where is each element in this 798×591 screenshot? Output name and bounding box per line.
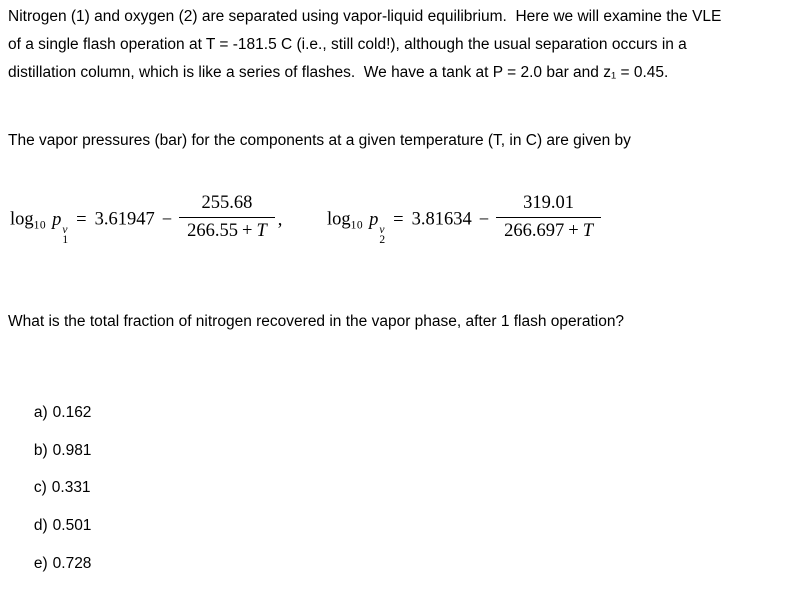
antoine-constant-c: 266.697 (504, 221, 565, 241)
denominator (179, 218, 275, 242)
equals-sign: = (393, 209, 404, 230)
antoine-constant-a: 3.81634 (411, 209, 472, 230)
equation-antoine-nitrogen (10, 193, 282, 245)
equation-row (10, 193, 601, 245)
choice-value: 0.728 (52, 554, 92, 572)
choice-label: a) (33, 404, 48, 421)
pressure-sub-sup (379, 225, 385, 245)
choice-value: 0.162 (52, 404, 92, 421)
pressure-sub-sup (62, 225, 68, 245)
fraction (179, 193, 275, 242)
vapor-pressure-intro-text: The vapor pressures (bar) for the components at a given temperature (T, in C) are given by (8, 132, 631, 149)
log-base: 10 (350, 219, 364, 232)
minus-sign: − (161, 209, 173, 230)
choice-label: b) (33, 441, 48, 459)
choice-label: d) (33, 517, 48, 535)
intro-line-3: distillation column, which is like a series of flashes. We have a tank at P = 2.0 bar and z₁ = 0.45. (8, 64, 669, 81)
choice-value: 0.501 (52, 517, 92, 535)
choice-label: e) (33, 554, 48, 572)
log-function: log (327, 209, 351, 230)
antoine-constant-b: 319.01 (496, 193, 601, 218)
pressure-variable: p (52, 209, 62, 230)
choice-value: 0.331 (51, 479, 91, 497)
antoine-constant-c: 266.55 (187, 221, 239, 241)
question-text (8, 308, 796, 336)
temperature-variable: T (256, 221, 267, 241)
denominator (496, 218, 601, 242)
temperature-variable: T (582, 221, 593, 241)
antoine-constant-a: 3.61947 (94, 209, 155, 230)
vapor-superscript: v (62, 223, 68, 236)
intro-paragraph (8, 3, 796, 87)
answer-choice-a (8, 386, 91, 424)
vapor-superscript: v (379, 223, 385, 236)
comma: , (277, 209, 283, 230)
fraction (496, 193, 601, 242)
choice-label: c) (33, 479, 47, 497)
component-subscript: 1 (62, 233, 69, 246)
intro-line-1: Nitrogen (1) and oxygen (2) are separated using vapor-liquid equilibrium. Here we will examine the VLE (8, 8, 722, 25)
question-line: What is the total fraction of nitrogen recovered in the vapor phase, after 1 flash operation? (8, 313, 625, 330)
pressure-variable: p (369, 209, 379, 230)
plus-sign: + (242, 221, 253, 241)
component-subscript: 2 (379, 233, 386, 246)
equals-sign: = (76, 209, 87, 230)
answer-choices (8, 386, 91, 574)
intro-line-2: of a single flash operation at T = -181.5 C (i.e., still cold!), although the usual separation occurs in a (8, 36, 687, 53)
equation-antoine-oxygen (327, 193, 601, 245)
antoine-constant-b: 255.68 (179, 193, 275, 218)
vapor-pressure-intro (8, 127, 796, 155)
choice-value: 0.981 (52, 441, 92, 459)
log-base: 10 (33, 219, 47, 232)
log-function: log (10, 209, 34, 230)
minus-sign: − (478, 209, 490, 230)
plus-sign: + (568, 221, 579, 241)
